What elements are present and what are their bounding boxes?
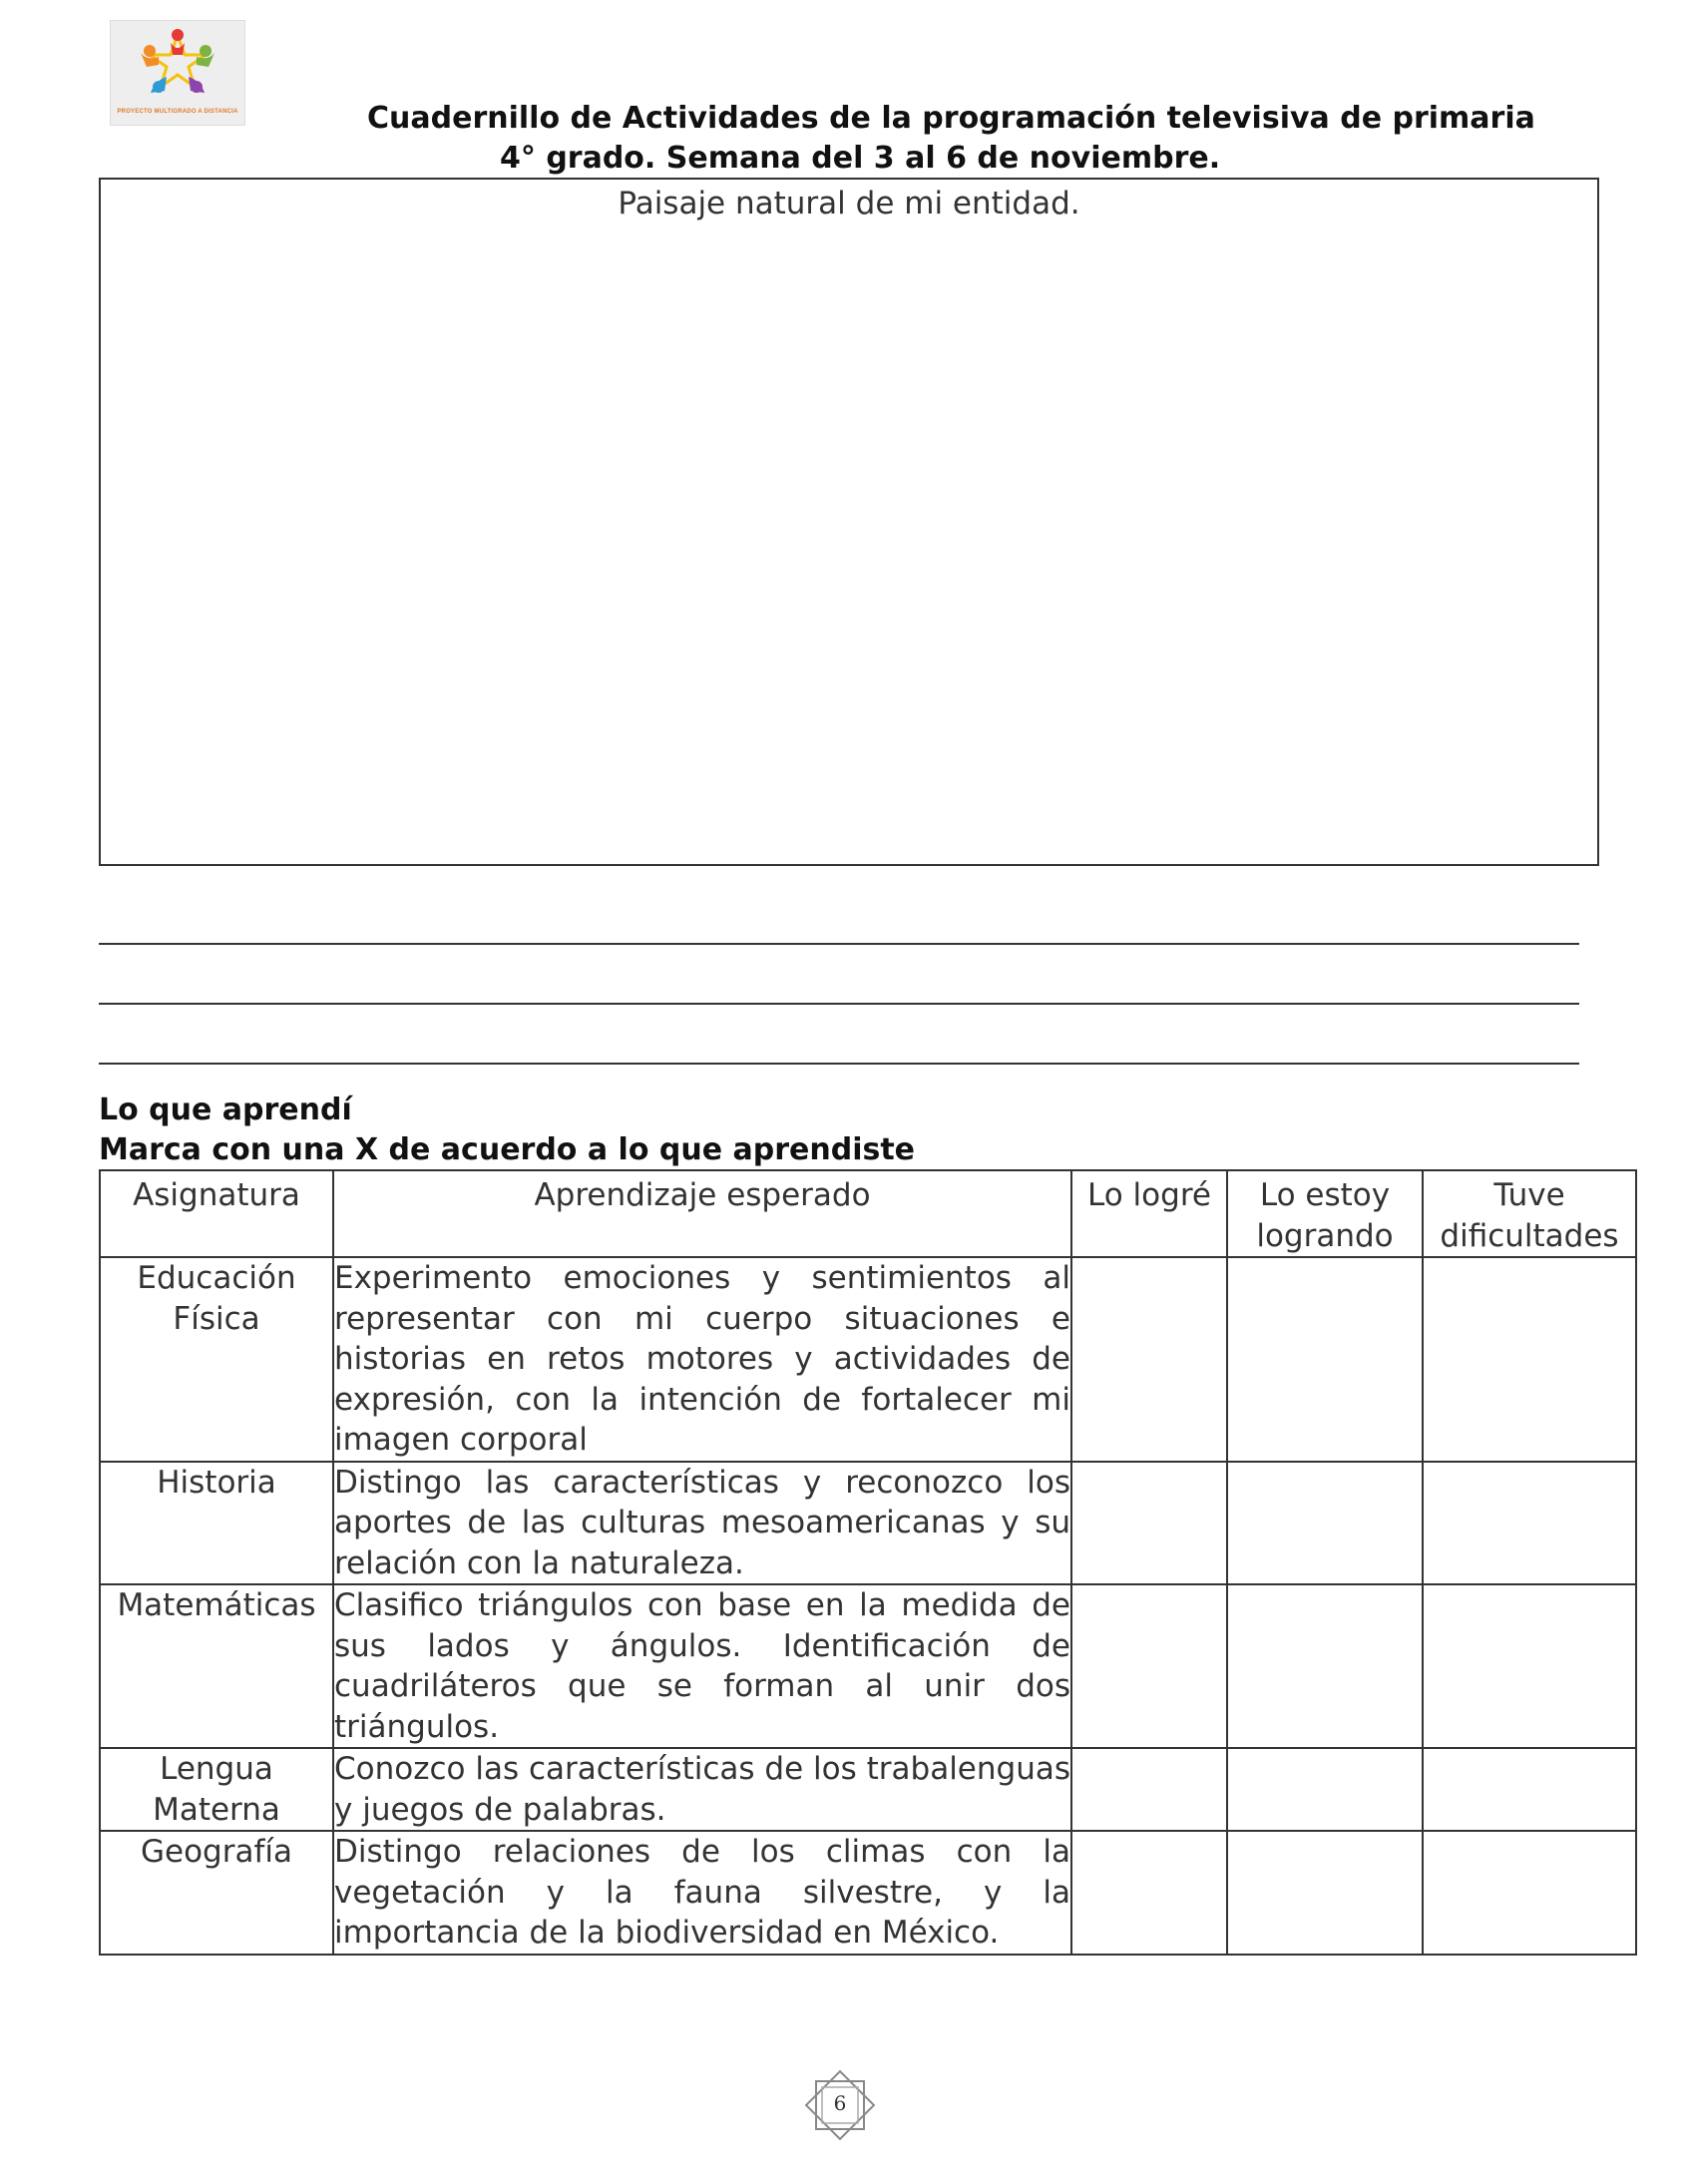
subject-cell: Matemáticas: [100, 1584, 333, 1748]
subject-cell: Lengua Materna: [100, 1748, 333, 1831]
mark-difficulties-cell[interactable]: [1423, 1831, 1636, 1955]
mark-achieved-cell[interactable]: [1071, 1584, 1227, 1748]
page-number-badge: [798, 2067, 882, 2143]
table-row: [100, 1748, 1636, 1831]
learning-cell: Conozco las características de los trabalenguas y juegos de palabras.: [333, 1748, 1071, 1831]
mark-achieved-cell[interactable]: [1071, 1748, 1227, 1831]
mark-in-progress-cell[interactable]: [1227, 1748, 1423, 1831]
drawing-caption: Paisaje natural de mi entidad.: [618, 186, 1080, 221]
logo-text: PROYECTO MULTIGRADO A DISTANCIA: [117, 109, 238, 115]
document-title-line1: Cuadernillo de Actividades de la programación televisiva de primaria: [367, 101, 1535, 136]
header-learning: Aprendizaje esperado: [333, 1170, 1071, 1257]
logo: [110, 20, 245, 126]
table-row: [100, 1831, 1636, 1955]
mark-in-progress-cell[interactable]: [1227, 1462, 1423, 1585]
section-instruction: Marca con una X de acuerdo a lo que aprendiste: [99, 1132, 916, 1167]
mark-in-progress-cell[interactable]: [1227, 1584, 1423, 1748]
subject-cell: Geografía: [100, 1831, 333, 1955]
subject-cell: Educación Física: [100, 1257, 333, 1462]
drawing-box[interactable]: [99, 178, 1599, 866]
learning-cell: Distingo las características y reconozco los aportes de las culturas mesoamericanas y su relación con la naturaleza.: [333, 1462, 1071, 1585]
learning-cell: Distingo relaciones de los climas con la vegetación y la fauna silvestre, y la importancia de la biodiversidad en México.: [333, 1831, 1071, 1955]
header-achieved: Lo logré: [1071, 1170, 1227, 1257]
subject-cell: Historia: [100, 1462, 333, 1585]
header-subject: Asignatura: [100, 1170, 333, 1257]
mark-in-progress-cell[interactable]: [1227, 1257, 1423, 1462]
writing-line-3[interactable]: [99, 1063, 1579, 1065]
header-in-progress: Lo estoy logrando: [1227, 1170, 1423, 1257]
mark-in-progress-cell[interactable]: [1227, 1831, 1423, 1955]
mark-difficulties-cell[interactable]: [1423, 1584, 1636, 1748]
mark-difficulties-cell[interactable]: [1423, 1257, 1636, 1462]
table-row: [100, 1257, 1636, 1462]
mark-achieved-cell[interactable]: [1071, 1831, 1227, 1955]
self-evaluation-table: [99, 1169, 1637, 1956]
learning-cell: Experimento emociones y sentimientos al representar con mi cuerpo situaciones e historias en retos motores y actividades de expresión, con la intención de fortalecer mi imagen corporal: [333, 1257, 1071, 1462]
learning-cell: Clasifico triángulos con base en la medida de sus lados y ángulos. Identificación de cuadriláteros que se forman al unir dos triángulos.: [333, 1584, 1071, 1748]
mark-achieved-cell[interactable]: [1071, 1257, 1227, 1462]
writing-line-2[interactable]: [99, 1003, 1579, 1005]
writing-line-1[interactable]: [99, 943, 1579, 945]
document-title-line2: 4° grado. Semana del 3 al 6 de noviembre.: [500, 141, 1221, 176]
mark-achieved-cell[interactable]: [1071, 1462, 1227, 1585]
section-heading: Lo que aprendí: [99, 1092, 352, 1127]
page-number: 6: [833, 2091, 847, 2115]
mark-difficulties-cell[interactable]: [1423, 1748, 1636, 1831]
table-row: [100, 1584, 1636, 1748]
mark-difficulties-cell[interactable]: [1423, 1462, 1636, 1585]
table-header-row: [100, 1170, 1636, 1257]
table-row: [100, 1462, 1636, 1585]
header-difficulties: Tuve dificultades: [1423, 1170, 1636, 1257]
